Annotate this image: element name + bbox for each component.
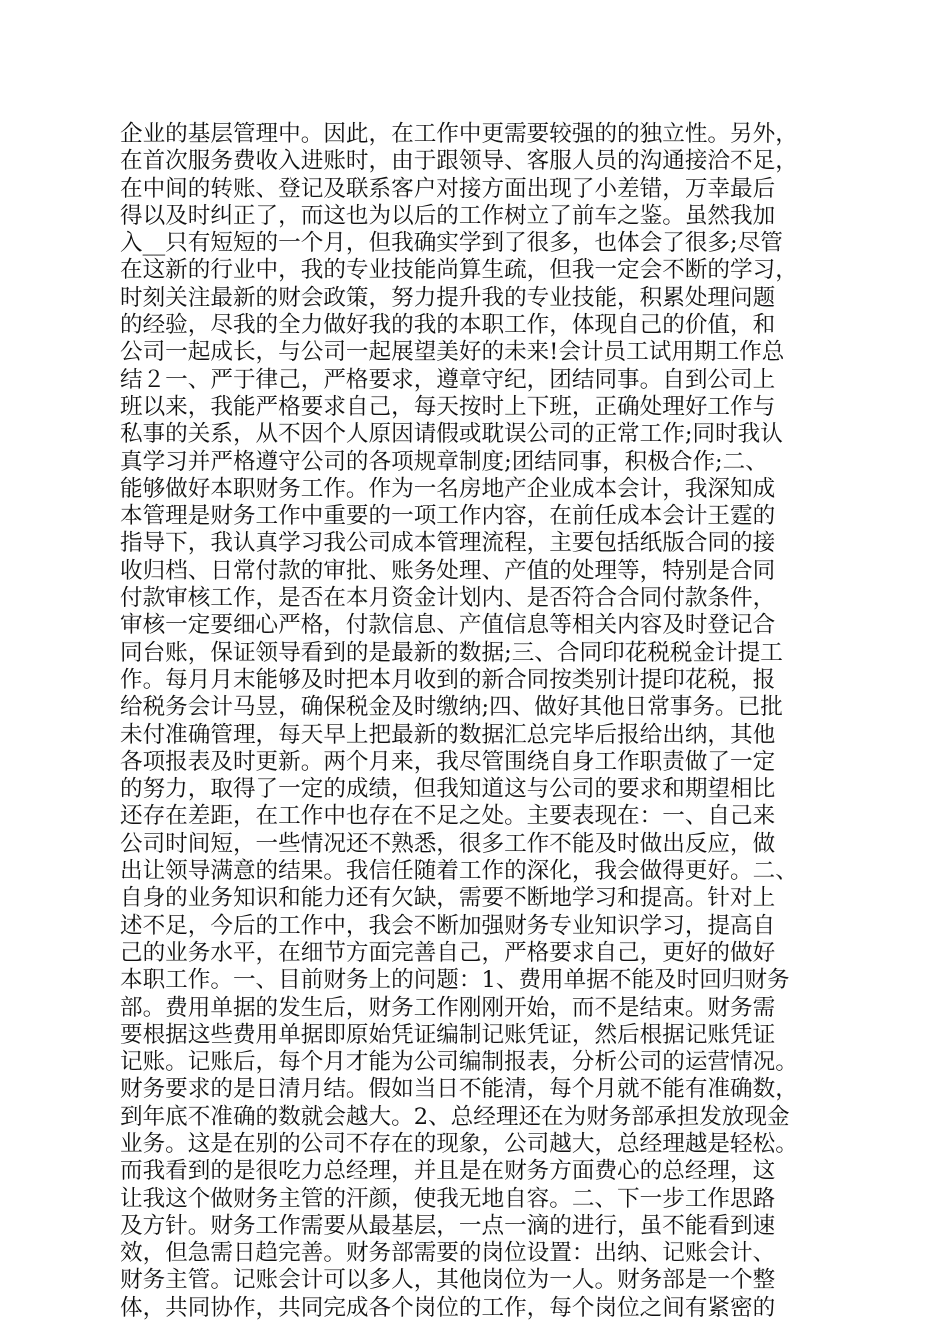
text-line: 企业的基层管理中。因此，在工作中更需要较强的的独立性。另外， bbox=[120, 121, 798, 147]
text-line: 公司时间短，一些情况还不熟悉，很多工作不能及时做出反应，做 bbox=[120, 830, 776, 857]
text-line: 私事的关系，从不因个人原因请假或耽误公司的正常工作;同时我认 bbox=[120, 421, 783, 448]
text-line: 财务主管。记账会计可以多人，其他岗位为一人。财务部是一个整 bbox=[120, 1267, 776, 1294]
text-line: 付款审核工作，是否在本月资金计划内、是否符合合同付款条件， bbox=[120, 585, 776, 612]
text-line: 己的业务水平，在细节方面完善自己，严格要求自己，更好的做好 bbox=[120, 939, 776, 966]
text-line: 时刻关注最新的财会政策，努力提升我的专业技能，积累处理问题 bbox=[120, 284, 776, 311]
text-line: 本管理是财务工作中重要的一项工作内容，在前任成本会计王霆的 bbox=[120, 503, 776, 530]
text-line: 让我这个做财务主管的汗颜，使我无地自容。二、下一步工作思路 bbox=[120, 1185, 776, 1212]
text-line: 业务。这是在别的公司不存在的现象，公司越大，总经理越是轻松。 bbox=[120, 1130, 798, 1157]
text-line: 给税务会计马昱，确保税金及时缴纳;四、做好其他日常事务。已批 bbox=[120, 694, 783, 721]
text-line: 在中间的转账、登记及联系客户对接方面出现了小差错，万幸最后 bbox=[120, 175, 776, 202]
text-line: 公司一起成长，与公司一起展望美好的未来!会计员工试用期工作总 bbox=[120, 339, 785, 366]
text-line: 班以来，我能严格要求自己，每天按时上下班，正确处理好工作与 bbox=[120, 393, 776, 420]
text-line: 各项报表及时更新。两个月来，我尽管围绕自身工作职责做了一定 bbox=[120, 748, 776, 775]
body-paragraph bbox=[120, 121, 832, 1322]
text-line: 记账。记账后，每个月才能为公司编制报表，分析公司的运营情况。 bbox=[120, 1049, 798, 1076]
text-line: 同台账，保证领导看到的是最新的数据;三、合同印花税税金计提工 bbox=[120, 639, 783, 666]
text-line: 收归档、日常付款的审批、账务处理、产值的处理等，特别是合同 bbox=[120, 557, 776, 584]
text-line: 审核一定要细心严格，付款信息、产值信息等相关内容及时登记合 bbox=[120, 612, 776, 639]
text-line: 作。每月月末能够及时把本月收到的新合同按类别计提印花税，报 bbox=[120, 666, 776, 693]
text-line: 在首次服务费收入进账时，由于跟领导、客服人员的沟通接洽不足， bbox=[120, 148, 798, 175]
text-line: 得以及时纠正了，而这也为以后的工作树立了前车之鉴。虽然我加 bbox=[120, 202, 776, 229]
text-line: 要根据这些费用单据即原始凭证编制记账凭证，然后根据记账凭证 bbox=[120, 1021, 776, 1048]
text-line: 在这新的行业中，我的专业技能尚算生疏，但我一定会不断的学习， bbox=[120, 257, 798, 284]
text-line: 体，共同协作，共同完成各个岗位的工作，每个岗位之间有紧密的 bbox=[120, 1294, 776, 1321]
text-line: 本职工作。一、目前财务上的问题：1、费用单据不能及时回归财务 bbox=[120, 967, 790, 994]
text-line: 而我看到的是很吃力总经理，并且是在财务方面费心的总经理，这 bbox=[120, 1158, 776, 1185]
text-line: 未付准确管理，每天早上把最新的数据汇总完毕后报给出纳，其他 bbox=[120, 721, 776, 748]
text-line: 部。费用单据的发生后，财务工作刚刚开始，而不是结束。财务需 bbox=[120, 994, 776, 1021]
text-line: 到年底不准确的数就会越大。2、总经理还在为财务部承担发放现金 bbox=[120, 1103, 790, 1130]
text-line: 的经验，尽我的全力做好我的我的本职工作，体现自己的价值，和 bbox=[120, 312, 776, 339]
text-line: 及方针。财务工作需要从最基层，一点一滴的进行，虽不能看到速 bbox=[120, 1212, 776, 1239]
text-line: 真学习并严格遵守公司的各项规章制度;团结同事，积极合作;二、 bbox=[120, 448, 768, 475]
text-line: 出让领导满意的结果。我信任随着工作的深化，我会做得更好。二、 bbox=[120, 858, 798, 885]
text-line: 能够做好本职财务工作。作为一名房地产企业成本会计，我深知成 bbox=[120, 475, 776, 502]
text-line: 入__只有短短的一个月，但我确实学到了很多，也体会了很多;尽管 bbox=[120, 230, 783, 257]
text-line: 指导下，我认真学习我公司成本管理流程，主要包括纸版合同的接 bbox=[120, 530, 776, 557]
text-line: 效，但急需日趋完善。财务部需要的岗位设置：出纳、记账会计、 bbox=[120, 1240, 776, 1267]
text-line: 结２一、严于律己，严格要求，遵章守纪，团结同事。自到公司上 bbox=[120, 366, 776, 393]
text-line: 自身的业务知识和能力还有欠缺，需要不断地学习和提高。针对上 bbox=[120, 885, 776, 912]
text-line: 的努力，取得了一定的成绩，但我知道这与公司的要求和期望相比 bbox=[120, 776, 776, 803]
text-line: 财务要求的是日清月结。假如当日不能清，每个月就不能有准确数， bbox=[120, 1076, 798, 1103]
text-line: 述不足，今后的工作中，我会不断加强财务专业知识学习，提高自 bbox=[120, 912, 776, 939]
text-line: 还存在差距，在工作中也存在不足之处。主要表现在：一、自己来 bbox=[120, 803, 776, 830]
